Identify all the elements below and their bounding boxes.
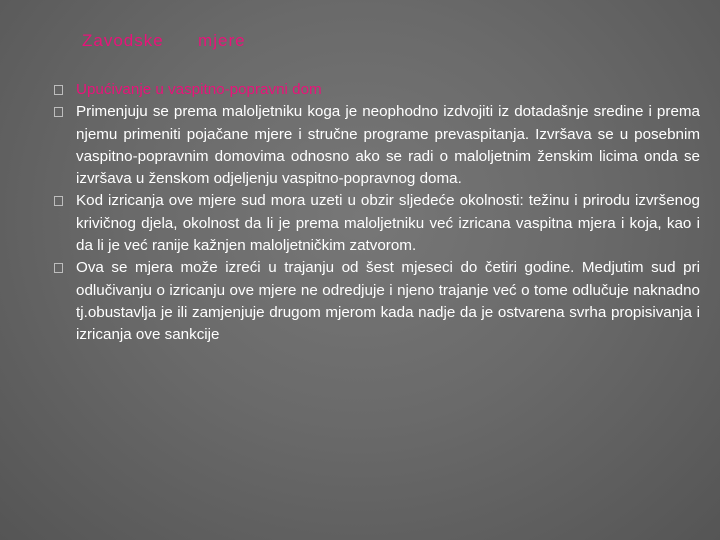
bullet-icon bbox=[54, 107, 63, 117]
bullet-icon bbox=[54, 85, 63, 95]
list-item-text: Primenjuju se prema maloljetniku koga je neophodno izdvojiti iz dotadašnje sredine i prema njemu primeniti pojačane mjere i stručne programe prevaspitanja. Izvršava se u posebnim vaspitno-popravnim domovima odnosno ako se radi o maloljetnim ženskim licima onda se izvršava u ženskom odjeljenju vaspitno-popravnog doma. bbox=[76, 103, 700, 188]
bullet-list bbox=[58, 79, 700, 347]
bullet-icon bbox=[54, 196, 63, 206]
list-item bbox=[58, 257, 700, 346]
list-item-text: Ova se mjera može izreći u trajanju od šest mjeseci do četiri godine. Medjutim sud pri odlučivanju o izricanju ove mjere ne odredjuje i njeno trajanje već o tome odlučuje naknadno tj.obustavlja je ili zamjenjuje drugom mjerom kada nadje da je ostvarena svrha propisivanja i izricanja ove sankcije bbox=[76, 259, 700, 344]
bullet-icon bbox=[54, 263, 63, 273]
list-item-text: Upućivanje u vaspitno-popravni dom bbox=[76, 81, 322, 98]
list-item-text: Kod izricanja ove mjere sud mora uzeti u obzir sljedeće okolnosti: težinu i prirodu izvršenog krivičnog djela, okolnost da li je prema maloljetniku već izricana vaspitna mjera i koja, kao i da li je već ranije kažnjen maloljetničkim zatvorom. bbox=[76, 192, 700, 255]
slide-title bbox=[82, 31, 246, 51]
title-word-1: Zavodske bbox=[82, 31, 164, 50]
list-item bbox=[58, 190, 700, 257]
list-item bbox=[58, 79, 700, 101]
title-word-2: mjere bbox=[198, 31, 246, 50]
list-item bbox=[58, 101, 700, 190]
